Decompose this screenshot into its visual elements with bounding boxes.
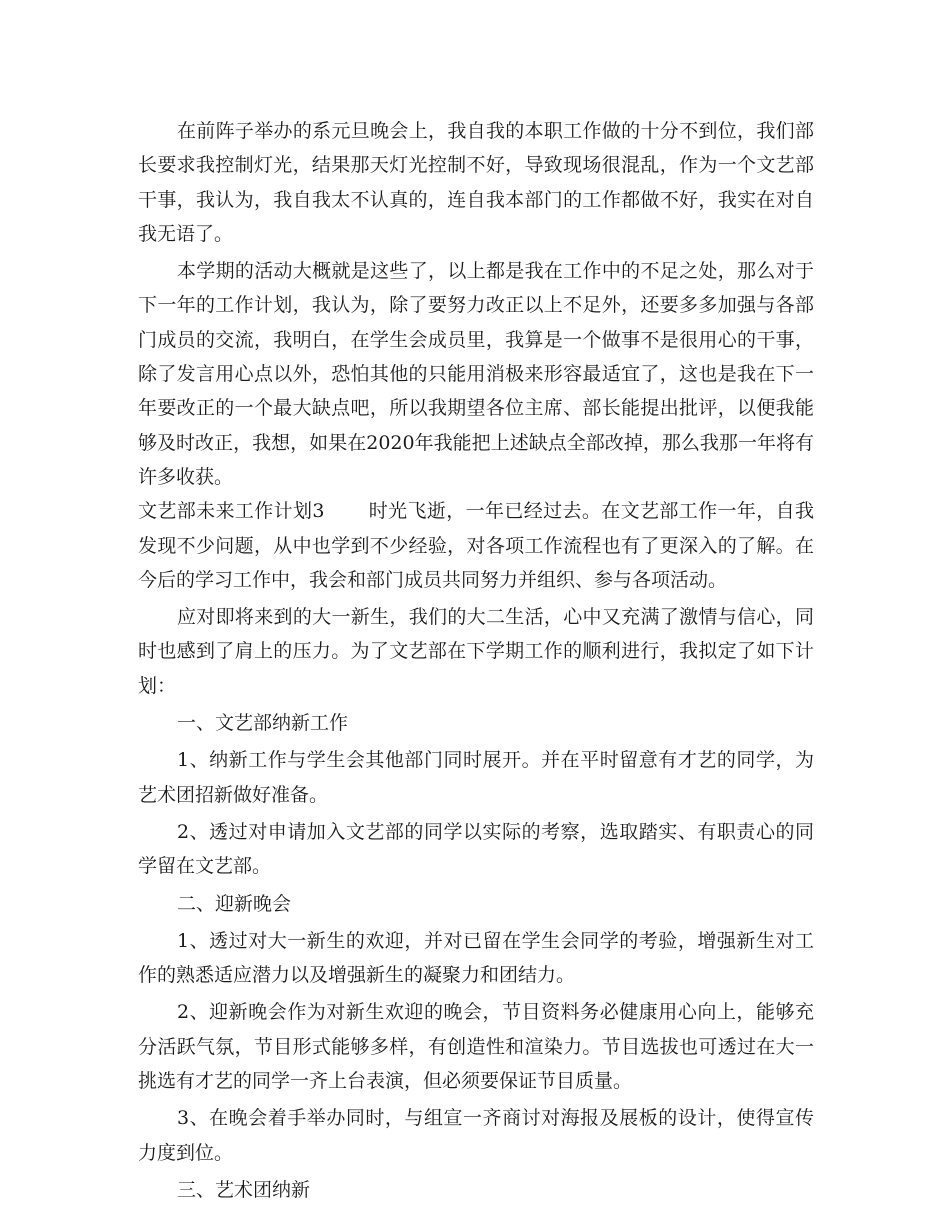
paragraph-gala-lighting: 在前阵子举办的系元旦晚会上，我自我的本职工作做的十分不到位，我们部长要求我控制灯光，结果那天灯光控制不好，导致现场很混乱，作为一个文艺部干事，我认为，我自我太不认真的，连自我本部门的工作都做不好，我实在对自我无语了。 — [138, 120, 814, 245]
section-heading-recruitment: 一、文艺部纳新工作 — [177, 712, 349, 735]
plan-3-intro-text: 时光飞逝，一年已经过去。在文艺部工作一年，自我发现不少问题，从中也学到不少经验，对各项工作流程也有了更深入的了解。在今后的学习工作中，我会和部门成员共同努力并组织、参与各项活动。 — [138, 500, 814, 591]
section-heading-art-troupe: 三、艺术团纳新 — [177, 1178, 311, 1201]
list-item-welcome-1: 1、透过对大一新生的欢迎，并对已留在学生会同学的考验，增强新生对工作的熟悉适应潜力以及增强新生的凝聚力和团结力。 — [138, 929, 814, 987]
list-item-recruitment-1: 1、纳新工作与学生会其他部门同时展开。并在平时留意有才艺的同学，为艺术团招新做好准备。 — [138, 749, 814, 806]
document-body — [138, 114, 814, 1207]
section-heading-plan-3: 文艺部未来工作计划3 — [138, 500, 325, 523]
paragraph-new-students: 应对即将来到的大一新生，我们的大二生活，心中又充满了激情与信心，同时也感到了肩上的压力。为了文艺部在下学期工作的顺利进行，我拟定了如下计划： — [138, 606, 814, 697]
list-item-recruitment-2: 2、透过对申请加入文艺部的同学以实际的考察，选取踏实、有职责心的同学留在文艺部。 — [138, 820, 814, 878]
list-item-welcome-2: 2、迎新晚会作为对新生欢迎的晚会，节目资料务必健康用心向上，能够充分活跃气氛，节目形式能够多样，有创造性和渲染力。节目选拔也可透过在大一挑选有才艺的同学一齐上台表演，但必须要保证节目质量。 — [138, 1001, 814, 1093]
list-item-welcome-3: 3、在晚会着手举办同时，与组宣一齐商讨对海报及展板的设计，使得宣传力度到位。 — [138, 1107, 814, 1164]
paragraph-plan-3-intro — [138, 494, 814, 597]
paragraph-semester-summary: 本学期的活动大概就是这些了，以上都是我在工作中的不足之处，那么对于下一年的工作计划，我认为，除了要努力改正以上不足外，还要多多加强与各部门成员的交流，我明白，在学生会成员里，我算是一个做事不是很用心的干事，除了发言用心点以外，恐怕其他的只能用消极来形容最适宜了，这也是我在下一年要改正的一个最大缺点吧，所以我期望各位主席、部长能提出批评，以便我能够及时改正，我想，如果在2020年我能把上述缺点全部改掉，那么我那一年将有许多收获。 — [138, 260, 814, 488]
section-heading-welcome-party: 二、迎新晚会 — [177, 892, 292, 915]
